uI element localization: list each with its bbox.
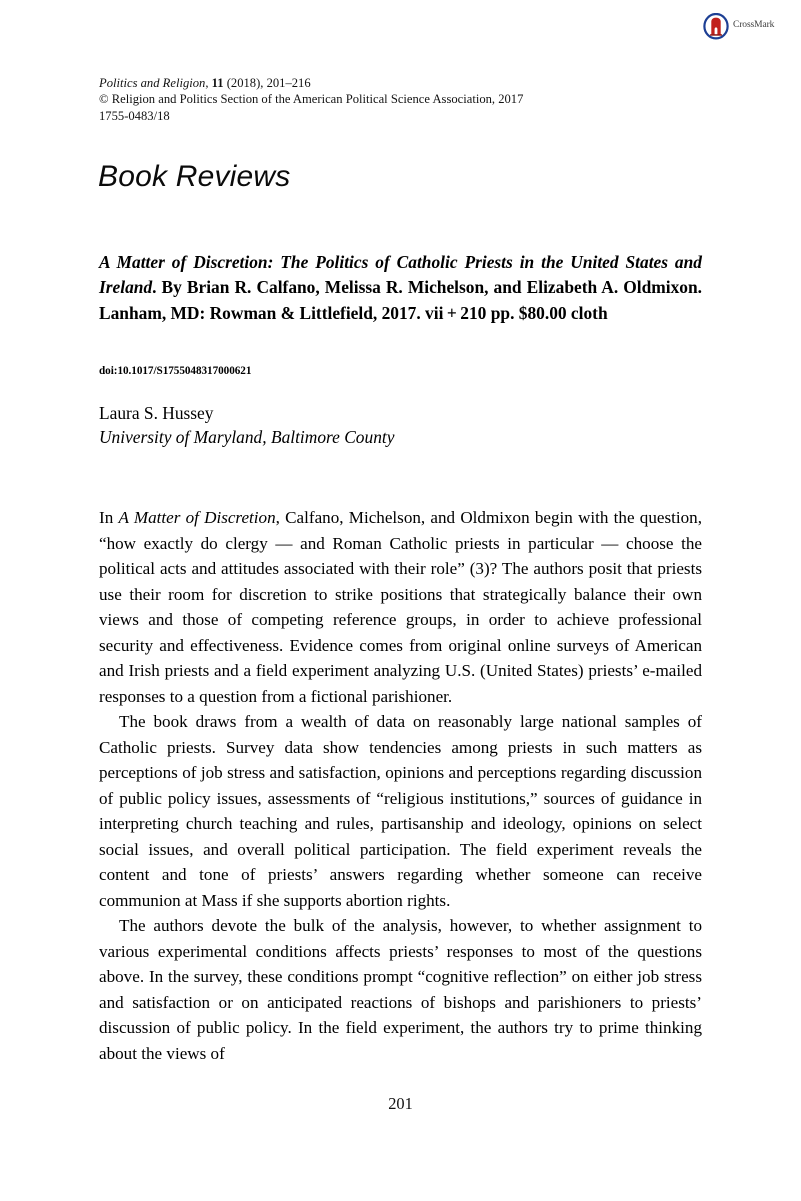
body-paragraph-1	[99, 505, 702, 709]
crossmark-badge[interactable]	[703, 11, 789, 41]
crossmark-label: CrossMark	[733, 20, 775, 31]
journal-header	[99, 75, 719, 124]
body-p1-book-title: A Matter of Discretion	[118, 508, 276, 527]
journal-copyright: © Religion and Politics Section of the American Political Science Association, 2017	[99, 92, 524, 107]
body-p1-lead: In	[99, 508, 119, 527]
body-paragraph-3: The authors devote the bulk of the analysis, however, to whether assignment to various experimental conditions affects priests’ responses to most of the questions above. In the survey, these conditions prompt “cognitive reflection” on either job stress and satisfaction or on anticipated reactions of bishops and parishioners to priests’ discussion of public policy. In the field experiment, the authors try to prime thinking about the views of	[99, 916, 702, 1063]
journal-name: Politics and Religion	[99, 76, 206, 90]
reviewer-block	[99, 402, 702, 449]
book-citation	[99, 250, 702, 326]
page-title: Book Reviews	[98, 160, 291, 193]
body-paragraph-2: The book draws from a wealth of data on reasonably large national samples of Catholic priests. Survey data show tendencies among priests in such matters as perceptions of job stress and satisfaction, opinions and perceptions regarding discussion of public policy issues, assessments of “religious institutions,” sources of guidance in interpreting church teaching and rules, partisanship and ideology, opinions on select social issues, and overall political participation. The field experiment reveals the content and tone of priests’ answers regarding whether someone can receive communion at Mass if she supports abortion rights.	[99, 712, 702, 910]
body-p1-rest: , Calfano, Michelson, and Oldmixon begin with the question, “how exactly do clergy — and Roman Catholic priests in particular — choose the political acts and attitudes associated with their role” (3)? The authors posit that priests use their room for discretion to strike positions that strategically balance their own views and those of competing reference groups, in order to achieve professional security and effectiveness. Evidence comes from original online surveys of American and Irish priests and a field experiment analyzing U.S. (United States) priests’ e-mailed responses to a question from a fictional parishioner.	[99, 508, 702, 706]
book-title: A Matter of Discretion: The Politics of Catholic Priests in the United States and Ireland	[99, 252, 702, 298]
reviewer-name: Laura S. Hussey	[99, 403, 214, 423]
journal-volume: 11	[211, 76, 224, 90]
reviewer-affiliation: University of Maryland, Baltimore County	[99, 426, 395, 447]
review-body	[99, 505, 702, 1066]
page-number: 201	[388, 1094, 413, 1113]
doi-label[interactable]: doi:10.1017/S1755048317000621	[99, 365, 252, 377]
journal-issn: 1755-0483/18	[99, 108, 170, 123]
journal-year-pages: (2018), 201–216	[226, 76, 311, 90]
crossmark-icon	[703, 13, 729, 40]
book-citation-details: . By Brian R. Calfano, Melissa R. Michelson, and Elizabeth A. Oldmixon. Lanham, MD: Rowman & Littlefield, 2017. vii + 210 pp. $80.00 cloth	[99, 277, 702, 323]
journal-citation-line: Politics and Religion, 11 (2018), 201–216	[99, 76, 311, 90]
